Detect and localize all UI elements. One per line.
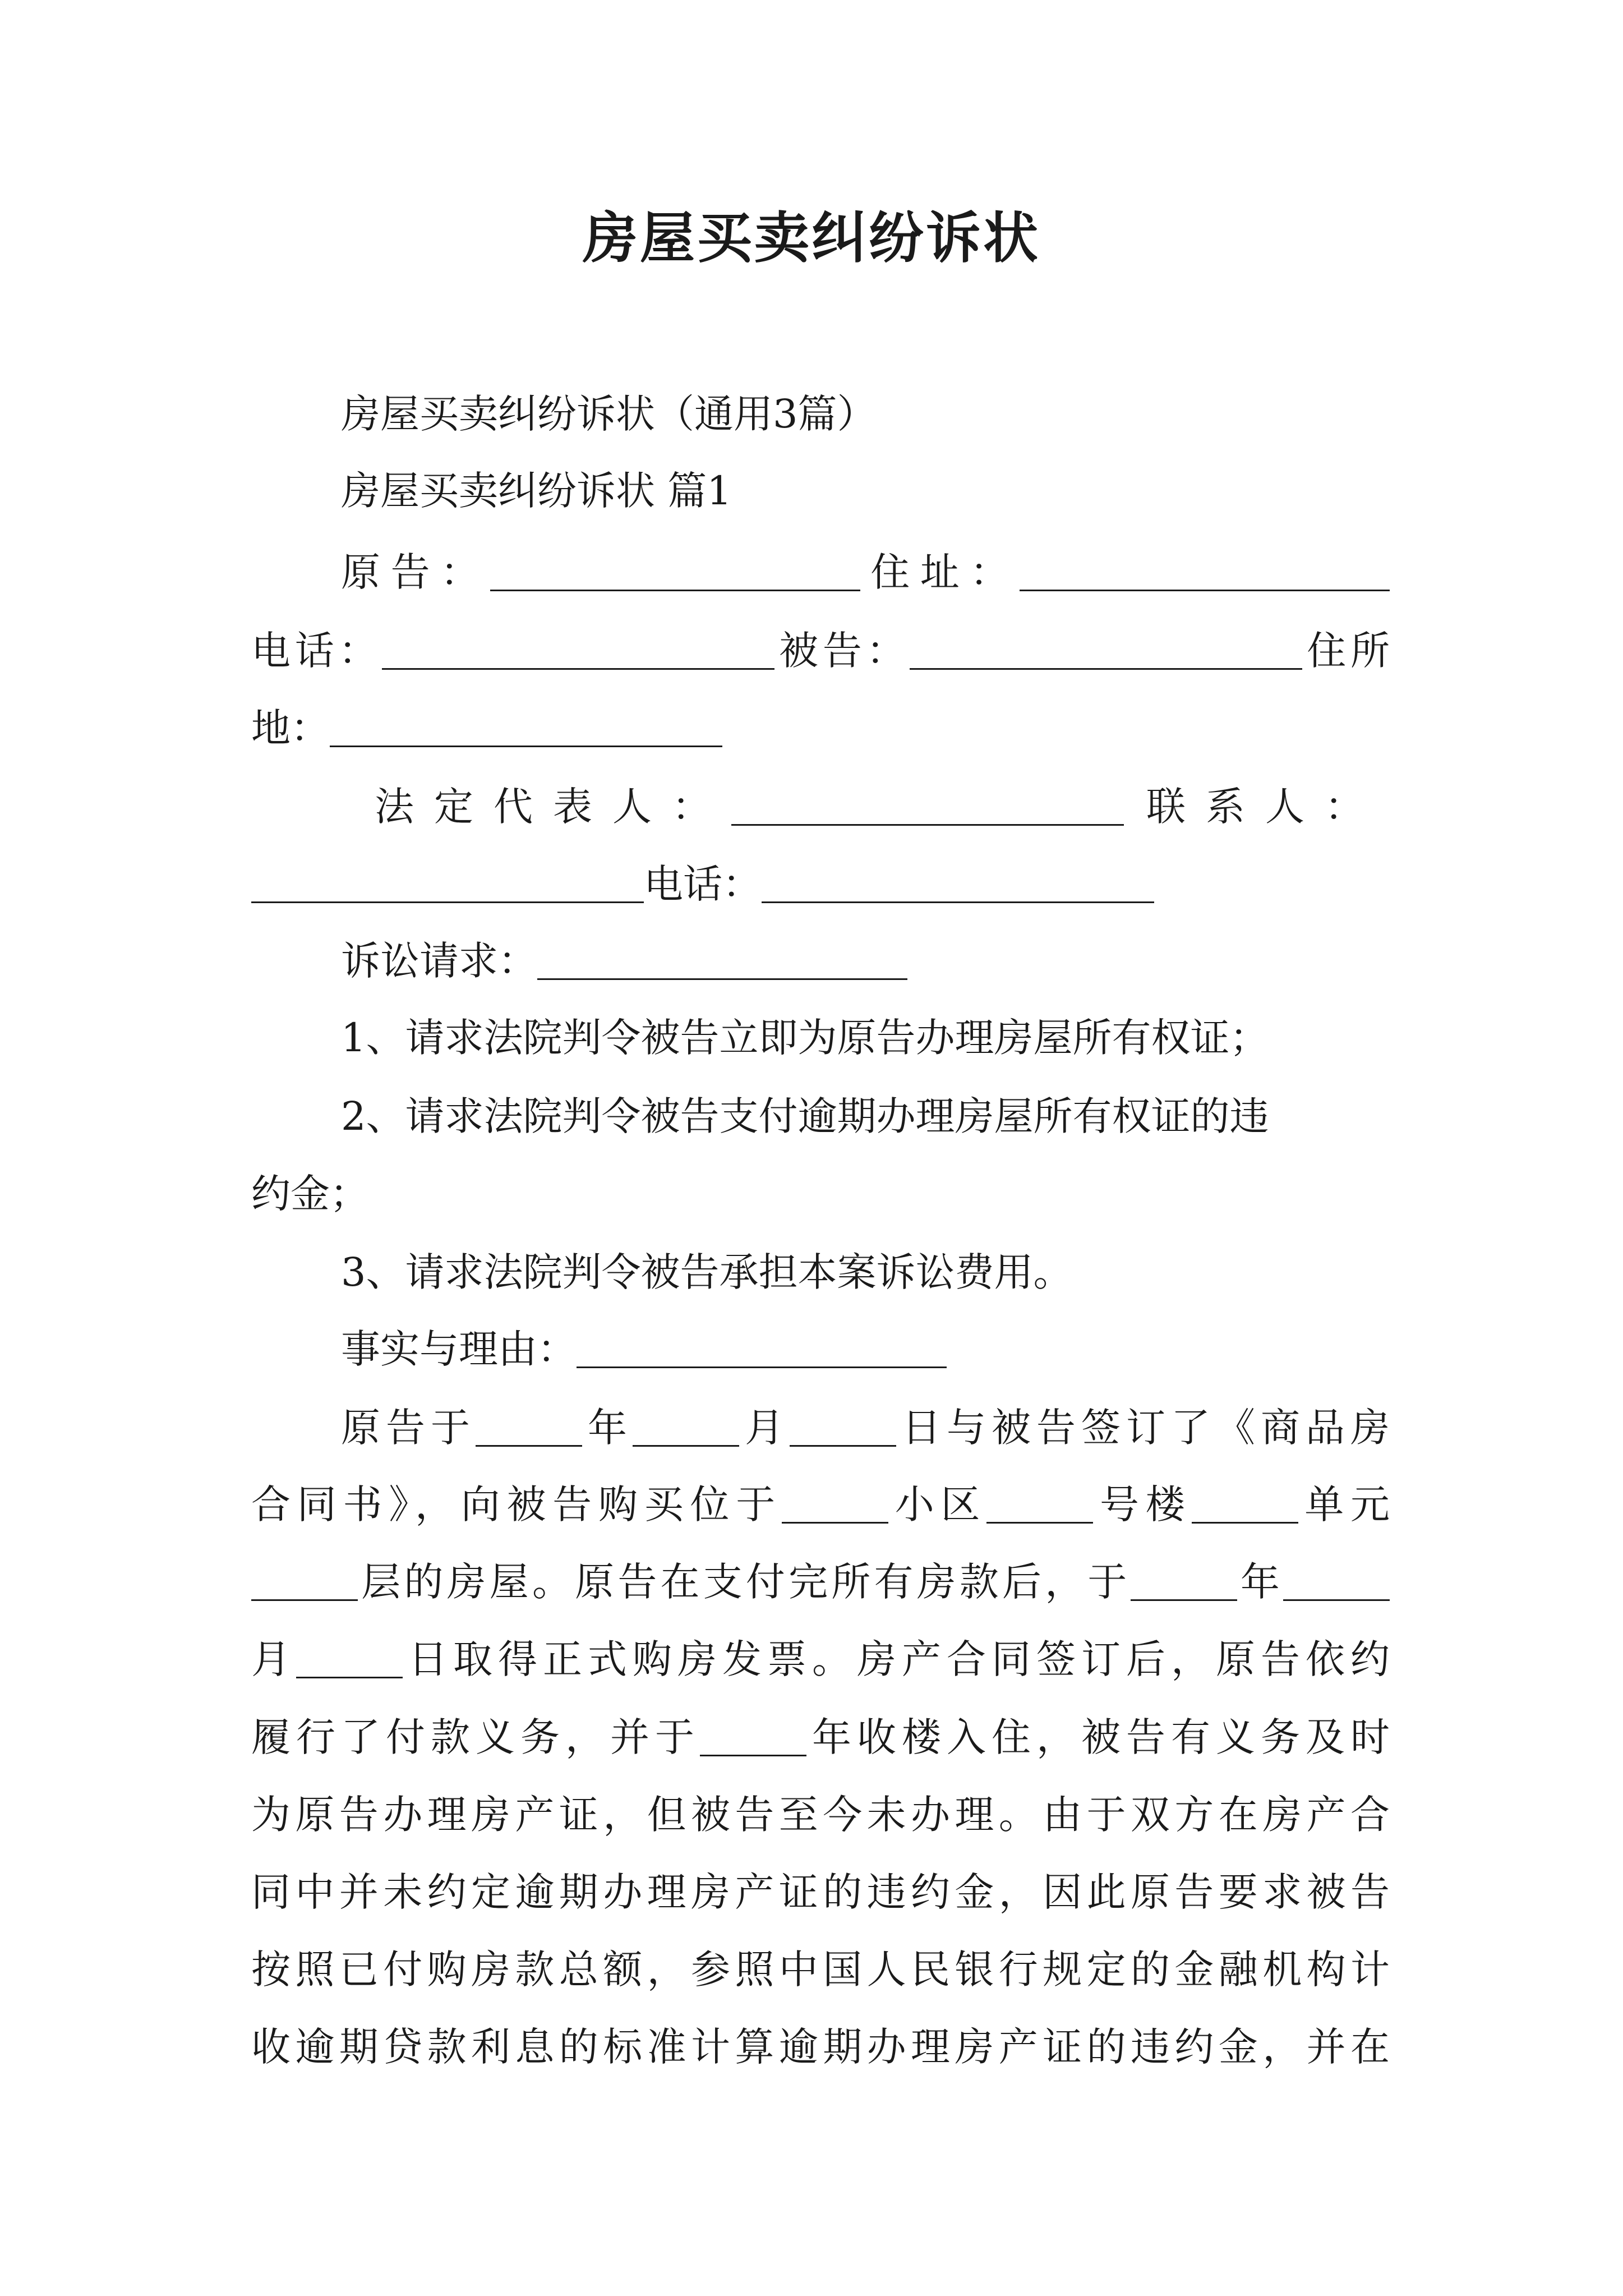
body-text: 合同书》，向被告购买位于 [251, 1481, 782, 1527]
defendant-label: 被告： [774, 628, 910, 674]
facts-label: 事实与理由： [341, 1326, 577, 1372]
subtitle: 房屋买卖纠纷诉状（通用3篇） [341, 391, 877, 437]
body-line-6: 为原告办理房产证，但被告至今未办理。由于双方在房产合 [251, 1792, 1390, 1838]
body-line-4 [251, 1620, 1390, 1699]
claims-label: 诉讼请求： [341, 938, 537, 984]
contact-label: 联系人： [1146, 784, 1384, 830]
year-blank[interactable] [476, 1400, 582, 1447]
domicile-blank[interactable] [330, 701, 722, 747]
legal-rep-row [251, 767, 1390, 846]
claim-3: 3、请求法院判令被告承担本案诉讼费用。 [341, 1249, 1073, 1295]
contact-phone-row [251, 845, 1390, 923]
claim-2-continued: 约金； [251, 1171, 369, 1217]
unit-blank[interactable] [1192, 1477, 1298, 1524]
defendant-blank[interactable] [910, 623, 1302, 670]
document-title: 房屋买卖纠纷诉状 [582, 206, 1040, 270]
body-text: 月 [251, 1636, 296, 1682]
plaintiff-blank[interactable] [490, 545, 860, 591]
body-line-3 [251, 1543, 1390, 1621]
day-blank[interactable] [790, 1400, 896, 1447]
body-line-7: 同中并未约定逾期办理房产证的违约金，因此原告要求被告 [251, 1869, 1390, 1915]
facts-row [251, 1310, 1390, 1388]
phone2-blank[interactable] [762, 857, 1154, 903]
domicile-label-part1: 住所 [1302, 628, 1390, 674]
community-blank[interactable] [782, 1477, 888, 1524]
floor-blank[interactable] [251, 1554, 358, 1601]
body-text: 日取得正式购房发票。房产合同签订后，原告依约 [403, 1636, 1390, 1682]
claim-2: 2、请求法院判令被告支付逾期办理房屋所有权证的违 [341, 1093, 1269, 1139]
day2-blank[interactable] [296, 1632, 403, 1678]
address-label: 住址： [860, 549, 1020, 595]
body-line-2 [251, 1465, 1390, 1544]
body-line-5 [251, 1698, 1390, 1777]
facts-blank[interactable] [577, 1322, 947, 1368]
claims-blank[interactable] [537, 933, 907, 980]
body-text: 履行了付款义务，并于 [251, 1714, 700, 1760]
plaintiff-label: 原告： [341, 549, 490, 595]
body-line-8: 按照已付购房款总额，参照中国人民银行规定的金融机构计 [251, 1947, 1390, 1993]
claims-row [251, 922, 1390, 1000]
year2-blank[interactable] [1131, 1554, 1237, 1601]
section-heading: 房屋买卖纠纷诉状 篇1 [341, 468, 732, 514]
building-blank[interactable] [986, 1477, 1093, 1524]
body-text: 年 [582, 1405, 633, 1451]
address-blank[interactable] [1020, 545, 1390, 591]
domicile-label-part2: 地： [251, 705, 330, 751]
plaintiff-row [251, 533, 1390, 611]
phone-blank[interactable] [382, 623, 774, 670]
body-text: 号楼 [1093, 1481, 1192, 1527]
legal-rep-label: 法定代表人： [375, 784, 731, 830]
month-blank[interactable] [633, 1400, 739, 1447]
phone-defendant-row [251, 611, 1390, 690]
body-text: 日与被告签订了《商品房 [896, 1405, 1390, 1451]
body-line-9: 收逾期贷款利息的标准计算逾期办理房产证的违约金，并在 [251, 2024, 1390, 2070]
body-line-1 [251, 1388, 1390, 1467]
body-text: 层的房屋。原告在支付完所有房款后，于 [358, 1559, 1131, 1605]
body-text: 小区 [888, 1481, 987, 1527]
body-text: 单元 [1298, 1481, 1390, 1527]
claim-1: 1、请求法院判令被告立即为原告办理房屋所有权证； [341, 1015, 1269, 1061]
body-text: 年 [1237, 1559, 1284, 1605]
phone-label: 电话： [251, 628, 382, 674]
trailing-blank[interactable] [1283, 1554, 1390, 1601]
phone2-label: 电话： [644, 861, 762, 907]
move-in-year-blank[interactable] [700, 1710, 806, 1756]
contact-blank[interactable] [251, 857, 644, 903]
body-text: 年收楼入住，被告有义务及时 [806, 1714, 1390, 1760]
legal-rep-blank[interactable] [731, 779, 1124, 826]
body-text: 月 [739, 1405, 790, 1451]
domicile-row [251, 689, 1390, 767]
body-text: 原告于 [341, 1405, 476, 1451]
